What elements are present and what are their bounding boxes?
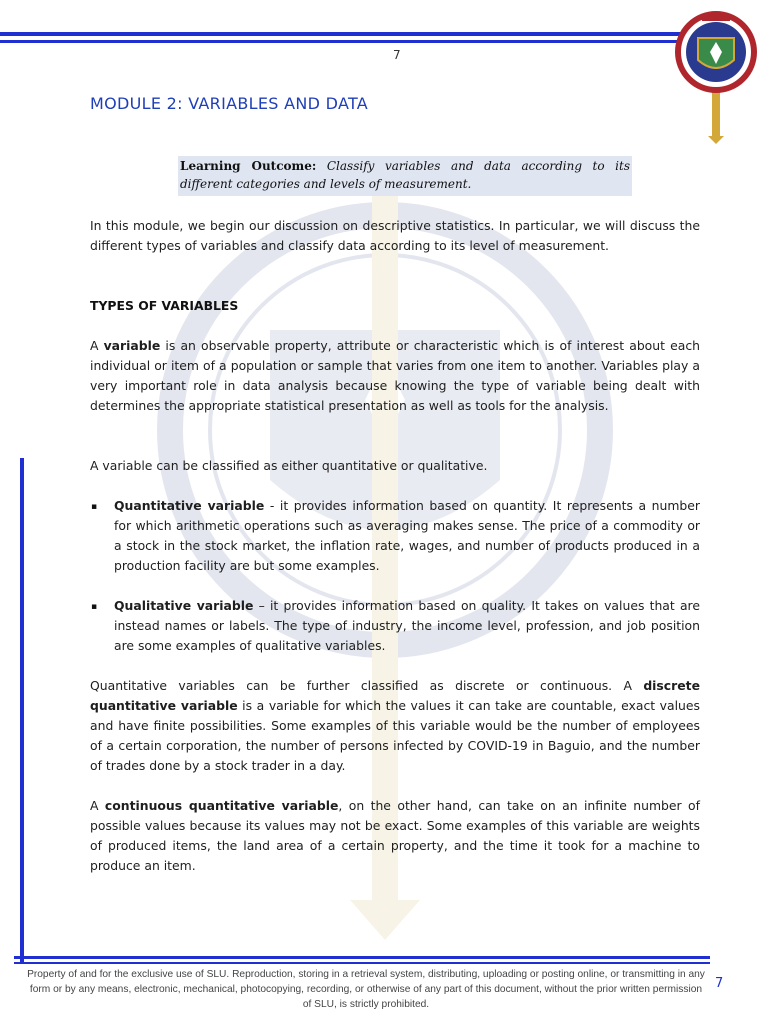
continuous-term: continuous quantitative variable — [104, 798, 339, 813]
learning-outcome-label: Learning Outcome: — [180, 159, 317, 173]
variable-def-term: variable — [103, 338, 161, 353]
bullet-marker: ▪ — [91, 602, 98, 612]
intro-paragraph: In this module, we begin our discussion on descriptive statistics. In particular, we will discuss the different types of variables and classify data according to its level of measurement. — [90, 218, 700, 253]
discrete-paragraph — [90, 676, 700, 776]
header-page-number: 7 — [393, 48, 401, 62]
bullet-term: Quantitative variable — [114, 498, 265, 513]
bullet-description: - it provides information based on quantity. It represents a number for which arithmetic operations such as averaging makes sense. The price of a commodity or a stock in the stock market, the inflation rate, wages, and number of products produced in a production facility are but some examples. — [114, 498, 700, 573]
footer-copyright-text: Property of and for the exclusive use of SLU. Reproduction, storing in a retrieval system, distributing, uploading or posting online, or transmitting in any form or by any means, electronic, mechanical, photocopying, recording, or otherwise of any part of this document, without the prior written permission of SLU, is strictly prohibited. — [27, 969, 705, 1010]
module-title: MODULE 2: VARIABLES AND DATA — [90, 94, 369, 113]
continuous-paragraph — [90, 796, 700, 876]
discrete-term: discrete quantitative variable — [90, 678, 700, 713]
learning-outcome-box — [178, 156, 632, 196]
discrete-lead: Quantitative variables can be further classified as discrete or continuous. A — [90, 678, 644, 693]
bullet-qualitative — [114, 596, 700, 656]
header-bar-top — [0, 32, 700, 36]
bullet-term: Qualitative variable — [114, 598, 254, 613]
learning-outcome-text: Classify variables and data according to its different categories and levels of measurement. — [180, 159, 630, 191]
classification-paragraph: A variable can be classified as either quantitative or qualitative. — [90, 458, 488, 473]
continuous-lead: A — [90, 798, 105, 813]
variable-def-lead: A — [90, 338, 104, 353]
variable-definition-paragraph — [90, 336, 700, 416]
section-heading: TYPES OF VARIABLES — [90, 298, 239, 313]
header-bar-bottom — [0, 40, 700, 43]
footer-bar-top — [14, 956, 710, 959]
left-vertical-bar — [20, 458, 24, 964]
university-seal-logo — [672, 8, 760, 144]
bullet-quantitative — [114, 496, 700, 576]
footer-page-number: 7 — [715, 976, 724, 991]
variable-def-text: is an observable property, attribute or characteristic which is of interest about each individual or item of a population or sample that varies from one item to another. Variables play a very important role in data analysis because knowing the type of variable being dealt with determines the appropriate statistical presentation as well as tools for the analysis. — [90, 338, 700, 413]
bullet-marker: ▪ — [91, 502, 98, 512]
discrete-text: is a variable for which the values it can take are countable, exact values and have finite possibilities. Some examples of this variable would be the number of employees of a certain corporation, the number of persons infected by COVID-19 in Baguio, and the number of trades done by a stock trader in a day. — [90, 698, 700, 773]
footer-bar-bottom — [14, 962, 710, 964]
bullet-description: – it provides information based on quality. It takes on values that are instead names or labels. The type of industry, the income level, profession, and job position are some examples of qualitative variables. — [114, 598, 700, 653]
continuous-text: , on the other hand, can take on an infinite number of possible values because its values may not be exact. Some examples of this variable are weights of produced items, the land area of a certain property, and the time it took for a machine to produce an item. — [90, 798, 700, 873]
